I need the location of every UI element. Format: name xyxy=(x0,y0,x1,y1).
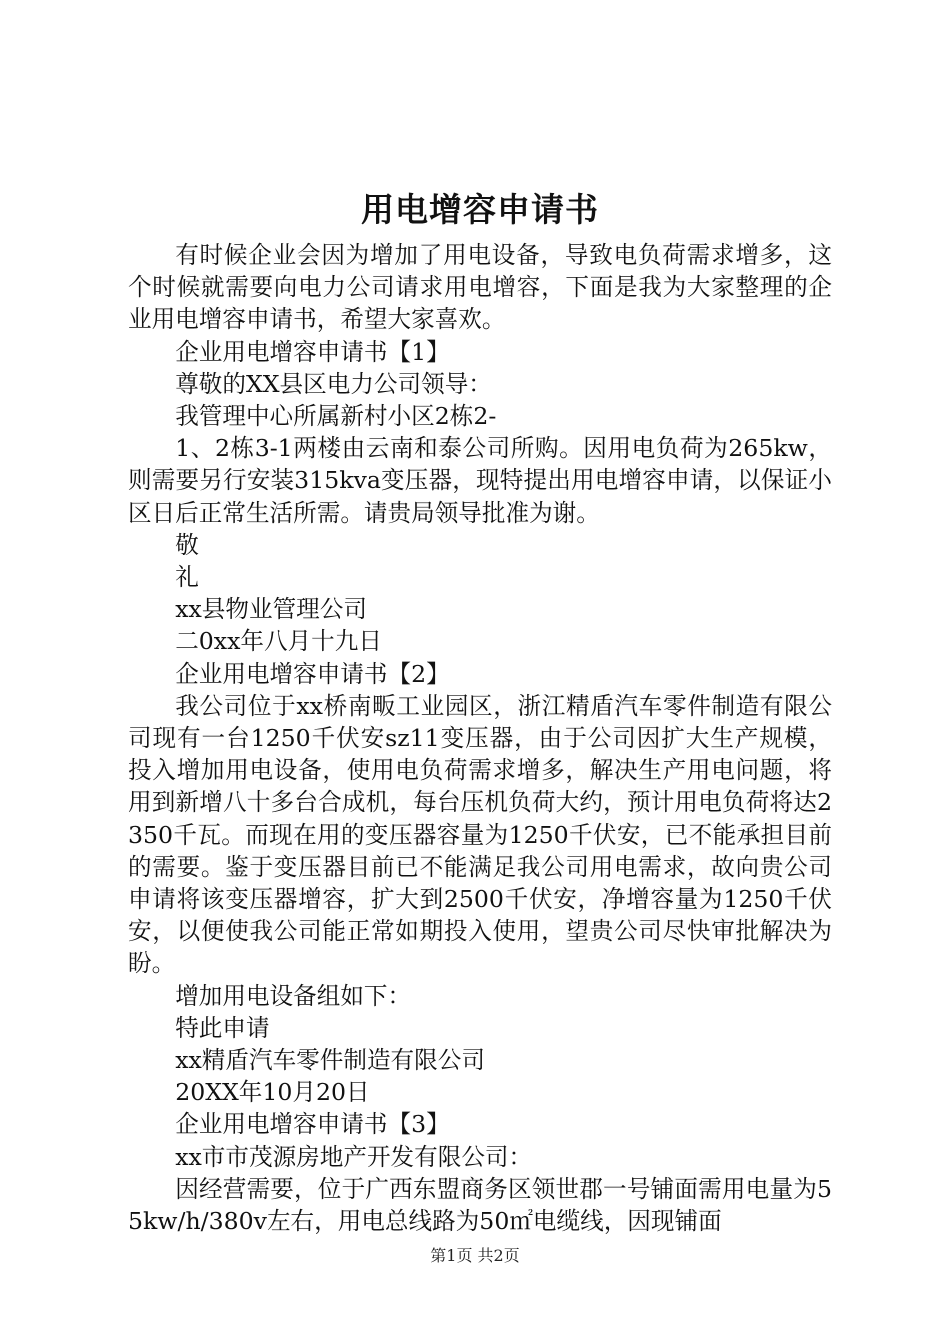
date-1: 二0xx年八月十九日 xyxy=(175,627,382,656)
salutation-1: 尊敬的XX县区电力公司领导： xyxy=(175,369,492,398)
section-heading-1: 企业用电增容申请书【1】 xyxy=(175,337,450,366)
document-page xyxy=(128,180,832,1237)
equipment-list-label: 增加用电设备组如下： xyxy=(175,981,412,1010)
section-heading-3: 企业用电增容申请书【3】 xyxy=(175,1110,450,1139)
paragraph-3: 因经营需要，位于广西东盟商务区领世郡一号铺面需用电量为55kw/h/380v左右，用电总线路为50㎡电缆线，因现铺面 xyxy=(128,1174,832,1236)
paragraph-2: 我公司位于xx桥南畈工业园区，浙江精盾汽车零件制造有限公司现有一台1250千伏安sz11变压器，由于公司因扩大生产规模，投入增加用电设备，使用电负荷需求增多，解决生产用电问题，将用到新增八十多台合成机，每台压机负荷大约，预计用电负荷将达2350千瓦。而现在用的变压器容量为1250千伏安，已不能承担目前的需要。鉴于变压器目前已不能满足我公司用电需求，故向贵公司申请将该变压器增容，扩大到2500千伏安，净增容量为1250千伏安，以便使我公司能正常如期投入使用，望贵公司尽快审批解决为盼。 xyxy=(128,691,832,978)
paragraph-1b: 1、2栋3-1两楼由云南和泰公司所购。因用电负荷为265kw，则需要另行安装315kva变压器，现特提出用电增容申请，以保证小区日后正常生活所需。请贵局领导批准为谢。 xyxy=(128,434,832,527)
date-2: 20XX年10月20日 xyxy=(175,1078,370,1107)
closing-li: 礼 xyxy=(175,563,199,592)
page-footer xyxy=(0,1244,950,1268)
page-number: 第1页 共2页 xyxy=(430,1246,520,1265)
document-body xyxy=(128,239,832,1237)
section-heading-2: 企业用电增容申请书【2】 xyxy=(175,659,450,688)
paragraph-intro: 有时候企业会因为增加了用电设备，导致电负荷需求增多，这个时候就需要向电力公司请求用电增容，下面是我为大家整理的企业用电增容申请书，希望大家喜欢。 xyxy=(128,241,832,334)
closing-jing: 敬 xyxy=(175,530,199,559)
salutation-3: xx市市茂源房地产开发有限公司： xyxy=(175,1142,533,1171)
signature-1: xx县物业管理公司 xyxy=(175,595,367,624)
paragraph-1a: 我管理中心所属新村小区2栋2- xyxy=(175,402,497,431)
closing-request: 特此申请 xyxy=(175,1013,270,1042)
signature-2: xx精盾汽车零件制造有限公司 xyxy=(175,1046,485,1075)
document-title: 用电增容申请书 xyxy=(361,190,599,229)
